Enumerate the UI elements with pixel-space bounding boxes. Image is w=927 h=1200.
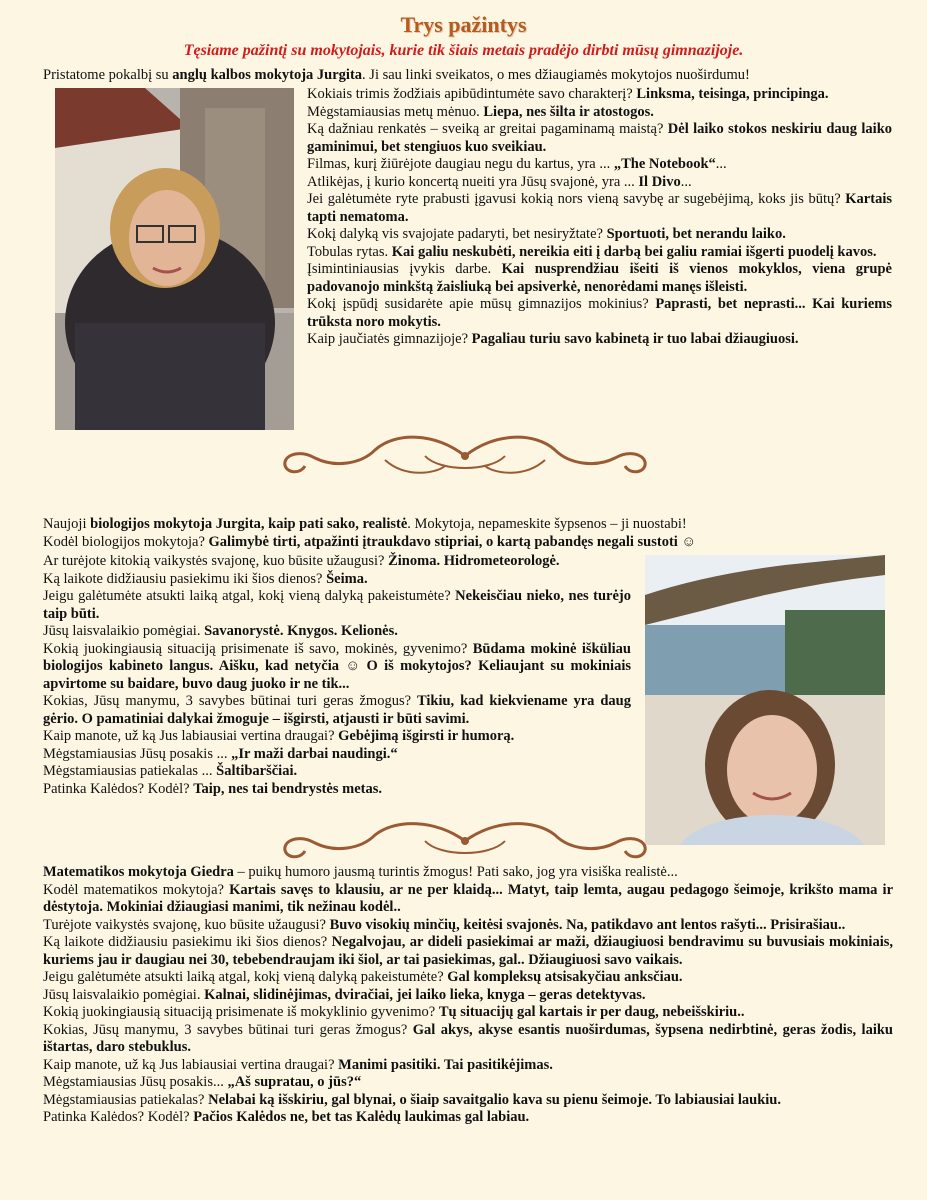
qa-item: Tobulas rytas. Kai galiu neskubėti, nereikia eiti į darbą bei galiu ramiai išgerti puodelį kavos. <box>307 243 877 260</box>
qa-item: Jei galėtumėte ryte prabusti įgavusi kokią nors vieną savybę ar sugebėjimą, koks jis būtų? Kartais tapti nematoma. <box>307 191 892 225</box>
qa-item: Kaip manote, už ką Jus labiausiai vertina draugai? Manimi pasitiki. Tai pasitikėjimas. <box>43 1056 553 1073</box>
qa-item: Kokį dalyką vis svajojate padaryti, bet nesiryžtate? Sportuoti, bet nerandu laiko. <box>307 226 786 242</box>
qa-item: Kokiais trimis žodžiais apibūdintumėte savo charakterį? Linksma, teisinga, principinga. <box>307 86 829 102</box>
page-subtitle: Tęsiame pažintį su mokytojais, kurie tik šiais metais pradėjo dirbti mūsų gimnazijoje. <box>183 42 744 59</box>
s3-qa <box>43 864 893 1127</box>
s1-qa <box>307 86 892 349</box>
qa-item: Filmas, kurį žiūrėjote daugiau negu du kartus, yra ... „The Notebook“... <box>307 156 727 172</box>
qa-item: Ar turėjote kitokią vaikystės svajonę, kuo būsite užaugusi? Žinoma. Hidrometeorologė. <box>43 553 560 569</box>
qa-item: Ką laikote didžiausiu pasiekimu iki šios dienos? Šeima. <box>43 570 368 587</box>
qa-item: Kaip jaučiatės gimnazijoje? Pagaliau turiu savo kabinetą ir tuo labai džiaugiuosi. <box>307 331 799 347</box>
qa-item: Kokį įspūdį susidarėte apie mūsų gimnazijos mokinius? Paprasti, bet neprasti... Kai kuriems trūksta noro mokytis. <box>307 296 892 330</box>
ornament-divider <box>275 815 655 867</box>
qa-item: Mėgstamiausias patiekalas? Nelabai ką išskiriu, gal blynai, o šiaip savaitgalio kava su pienu šeimoje. To labiausiai laukiu. <box>43 1091 781 1108</box>
qa-item: Patinka Kalėdos? Kodėl? Pačios Kalėdos ne, bet tas Kalėdų laukimas gal labiau. <box>43 1109 530 1125</box>
page-title: Trys pažintys <box>400 12 527 37</box>
photo-english-teacher <box>55 88 294 430</box>
ornament-divider <box>275 428 655 484</box>
qa-item: Jūsų laisvalaikio pomėgiai. Kalnai, slidinėjimas, dviračiai, jei laiko lieka, knyga – geras detektyvas. <box>43 986 646 1003</box>
qa-item: Patinka Kalėdos? Kodėl? Taip, nes tai bendrystės metas. <box>43 780 382 797</box>
s2-intro: Naujoji biologijos mokytoja Jurgita, kaip pati sako, realistė. Mokytoja, nepameskite šypsenos – ji nuostabi! Kodėl biologijos mokytoja? Galimybė tirti, atpažinti įtraukdavo stipriai, o kartą pabandęs negali sustoti ☺ <box>43 516 697 550</box>
qa-item: Jeigu galėtumėte atsukti laiką atgal, kokį vieną dalyką pakeistumėte? Nekeisčiau nieko, nes turėjo taip būti. <box>43 588 631 622</box>
qa-item: Mėgstamiausias Jūsų posakis ... „Ir maži darbai naudingi.“ <box>43 745 398 762</box>
qa-item: Ką dažniau renkatės – sveiką ar greitai pagaminamą maistą? Dėl laiko stokos neskiriu daug laiko gaminimui, bet stengiuos kuo sveikiau. <box>307 121 893 155</box>
photo-biology-teacher <box>645 555 885 845</box>
qa-item: Kokias, Jūsų manymu, 3 savybes būtinai turi geras žmogus? Tikiu, kad kiekviename yra daug gėrio. O pamatiniai dalykai žmoguje – išgirsti, atjausti ir būti savimi. <box>43 693 631 727</box>
qa-item: Turėjote vaikystės svajonę, kuo būsite užaugusi? Buvo visokių minčių, keitėsi svajonės. Na, patikdavo ant lentos rašyti... Prisirašiau.. <box>43 916 846 933</box>
qa-item: Mėgstamiausias patiekalas ... Šaltibarščiai. <box>43 763 298 779</box>
qa-item: Kokią juokingiausią situaciją prisimenate iš mokyklinio gyvenimo? Tų situacijų gal kartais ir per daug, nebeišskiriu.. <box>43 1004 745 1020</box>
portrait-biology-teacher <box>645 555 885 845</box>
qa-item: Kodėl matematikos mokytoja? Kartais savęs to klausiu, ar ne per klaidą... Matyt, taip lemta, augau pedagogo šeimoje, krikšto mama ir dėstytoja. Mokiniai džiaugiasi manimi, tik nežinau kodėl.. <box>43 881 894 915</box>
qa-item: Įsimintiniausias įvykis darbe. Kai nusprendžiau išeiti iš vienos mokyklos, viena grupė padovanojo minkštą žaisliuką bei apsiverkė, nenorėdami manęs išleisti. <box>307 261 892 295</box>
qa-item: Mėgstamiausias Jūsų posakis... „Aš supratau, o jūs?“ <box>43 1074 362 1090</box>
qa-item: Ką laikote didžiausiu pasiekimu iki šios dienos? Negalvojau, ar dideli pasiekimai ar maži, džiaugiuosi bendravimu su buvusiais mokiniais, kuriems jau ir daugiau nei 30, tebebendraujam iki šiol, ar tai pasiekimas, gal.. Džiaugiuosi savo vaikais. <box>43 934 893 968</box>
s3-intro: Matematikos mokytoja Giedra – puikų humoro jausmą turintis žmogus! Pati sako, jog yra visiška realistė... <box>43 864 678 880</box>
qa-item: Kaip manote, už ką Jus labiausiai vertina draugai? Gebėjimą išgirsti ir humorą. <box>43 728 515 744</box>
s2-qa <box>43 553 631 798</box>
qa-item: Jeigu galėtumėte atsukti laiką atgal, kokį vieną dalyką pakeistumėte? Gal kompleksų atsisakyčiau anksčiau. <box>43 969 683 985</box>
qa-item: Kokią juokingiausią situaciją prisimenate iš savo, mokinės, gyvenimo? Būdama mokinė išküliau biologijos kabineto langus. Aišku, kad netyčia ☺ O iš mokytojos? Keliaujant su mokiniais apvirtome su baidare, buvo daug juoko ir ne tik... <box>43 640 631 692</box>
qa-item: Atlikėjas, į kurio koncertą nueiti yra Jūsų svajonė, yra ... Il Divo... <box>307 173 692 190</box>
portrait-english-teacher <box>55 88 294 430</box>
s1-intro: Pristatome pokalbį su anglų kalbos mokytoja Jurgita. Ji sau linki sveikatos, o mes džiaugiamės mokytojos nuoširdumu! <box>43 67 750 83</box>
qa-item: Mėgstamiausias metų mėnuo. Liepa, nes šilta ir atostogos. <box>307 103 654 120</box>
qa-item: Jūsų laisvalaikio pomėgiai. Savanorystė. Knygos. Kelionės. <box>43 623 398 639</box>
qa-item: Kokias, Jūsų manymu, 3 savybes būtinai turi geras žmogus? Gal akys, akyse esantis nuoširdumas, šypsena nedirbtinė, geras žodis, laiku ištartas, daro stebuklus. <box>43 1021 893 1055</box>
